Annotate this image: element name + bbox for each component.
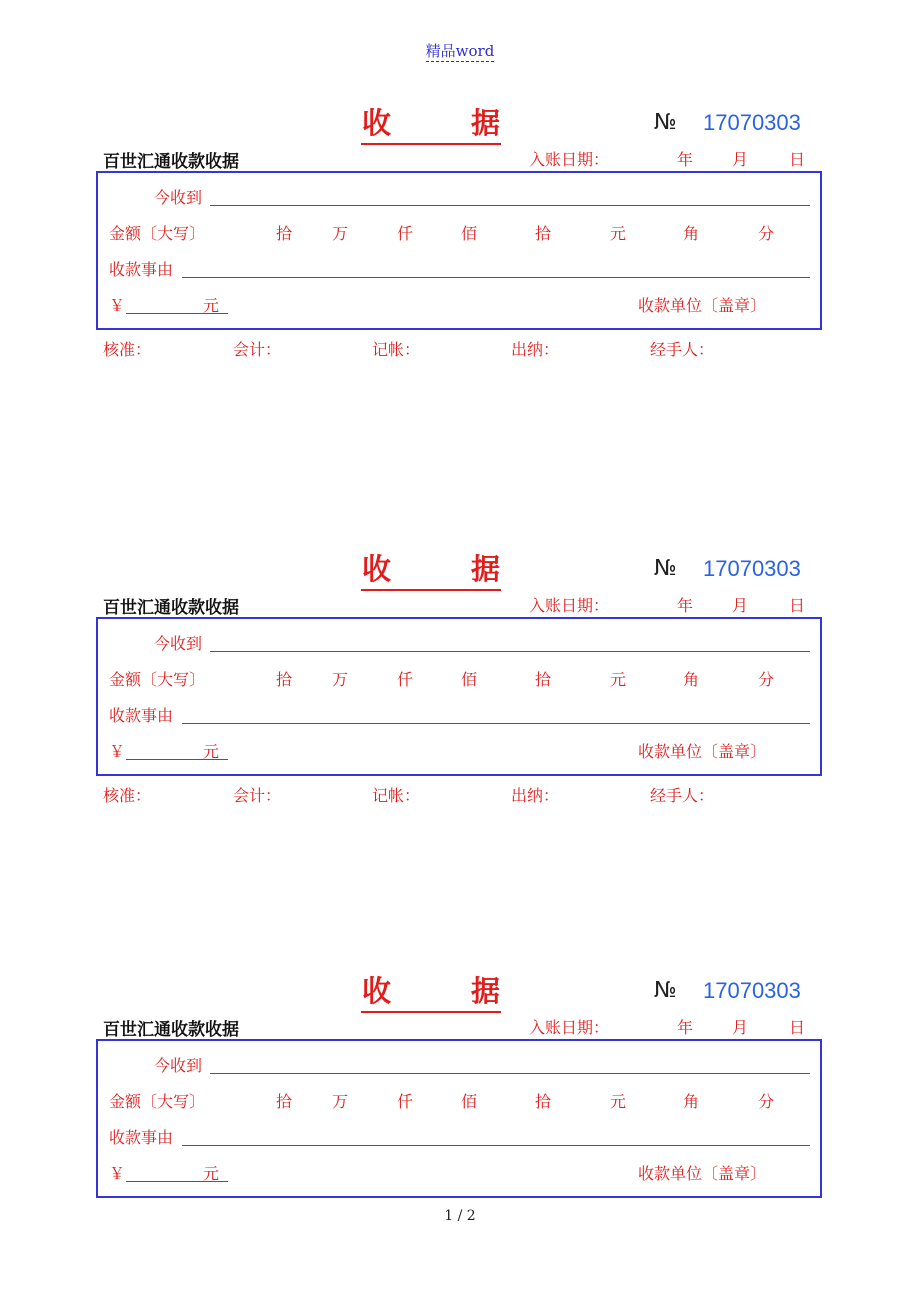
yen-sign: ￥ [109, 742, 126, 761]
title-char-right: 据 [470, 106, 500, 140]
sig-accountant: 会计： [233, 786, 282, 805]
unit-qian: 仟 [397, 670, 414, 689]
date-year: 年 [677, 150, 694, 169]
sig-bookkeeper: 记帐： [372, 786, 421, 805]
sig-cashier: 出纳： [511, 786, 560, 805]
date-year: 年 [677, 1018, 694, 1037]
unit-jiao: 角 [683, 670, 700, 689]
received-from-line[interactable] [210, 205, 810, 206]
unit-qian: 仟 [397, 224, 414, 243]
yen-sign: ￥ [109, 296, 126, 315]
sig-accountant: 会计： [233, 340, 282, 359]
unit-jiao: 角 [683, 224, 700, 243]
sig-handler: 经手人： [650, 340, 715, 359]
title-char-right: 据 [470, 552, 500, 586]
unit-jiao: 角 [683, 1092, 700, 1111]
reason-line[interactable] [182, 723, 810, 724]
number-sign: № [654, 110, 677, 135]
yuan-label: 元 [203, 742, 220, 761]
title-char-left: 收 [362, 974, 392, 1008]
amount-label: 金额〔大写〕 [109, 1092, 206, 1111]
sig-bookkeeper: 记帐： [372, 340, 421, 359]
received-from-label: 今收到 [154, 634, 203, 653]
reason-label: 收款事由 [109, 1128, 174, 1147]
date-year: 年 [677, 596, 694, 615]
stamp-label: 收款单位〔盖章〕 [638, 742, 767, 761]
date-month: 月 [732, 1018, 749, 1037]
received-from-label: 今收到 [154, 188, 203, 207]
sig-approve: 核准： [103, 340, 152, 359]
title-char-right: 据 [470, 974, 500, 1008]
sig-approve: 核准： [103, 786, 152, 805]
unit-shi-2: 拾 [535, 1092, 552, 1111]
unit-shi: 拾 [276, 670, 293, 689]
received-from-label: 今收到 [154, 1056, 203, 1075]
stamp-label: 收款单位〔盖章〕 [638, 1164, 767, 1183]
unit-yuan: 元 [610, 670, 627, 689]
date-label: 入账日期： [529, 1018, 610, 1037]
receipt-number: 17070303 [703, 978, 801, 1003]
received-from-line[interactable] [210, 1073, 810, 1074]
unit-shi-2: 拾 [535, 670, 552, 689]
unit-fen: 分 [758, 670, 775, 689]
receipt-number: 17070303 [703, 556, 801, 581]
date-month: 月 [732, 150, 749, 169]
unit-wan: 万 [332, 1092, 349, 1111]
unit-yuan: 元 [610, 1092, 627, 1111]
receipt-1 [0, 106, 920, 383]
company-name: 百世汇通收款收据 [103, 598, 239, 618]
date-label: 入账日期： [529, 596, 610, 615]
unit-bai: 佰 [461, 1092, 478, 1111]
unit-wan: 万 [332, 670, 349, 689]
reason-label: 收款事由 [109, 260, 174, 279]
date-day: 日 [789, 150, 806, 169]
date-label: 入账日期： [529, 150, 610, 169]
receipt-2 [0, 552, 920, 829]
unit-qian: 仟 [397, 1092, 414, 1111]
header-label: 精品word [425, 42, 495, 60]
company-name: 百世汇通收款收据 [103, 1020, 239, 1040]
unit-fen: 分 [758, 224, 775, 243]
sig-cashier: 出纳： [511, 340, 560, 359]
number-sign: № [654, 556, 677, 581]
receipt-box [96, 617, 822, 776]
unit-bai: 佰 [461, 670, 478, 689]
receipt-box [96, 1039, 822, 1198]
yuan-label: 元 [203, 296, 220, 315]
unit-shi: 拾 [276, 1092, 293, 1111]
yuan-label: 元 [203, 1164, 220, 1183]
reason-line[interactable] [182, 1145, 810, 1146]
receipt-box [96, 171, 822, 330]
date-day: 日 [789, 596, 806, 615]
amount-label: 金额〔大写〕 [109, 224, 206, 243]
amount-label: 金额〔大写〕 [109, 670, 206, 689]
receipt-title [361, 969, 501, 1013]
unit-bai: 佰 [461, 224, 478, 243]
reason-line[interactable] [182, 277, 810, 278]
sig-handler: 经手人： [650, 786, 715, 805]
page-number: 1 / 2 [444, 1208, 476, 1224]
unit-yuan: 元 [610, 224, 627, 243]
title-char-left: 收 [362, 552, 392, 586]
date-day: 日 [789, 1018, 806, 1037]
yen-sign: ￥ [109, 1164, 126, 1183]
company-name: 百世汇通收款收据 [103, 152, 239, 172]
receipt-title [361, 547, 501, 591]
unit-wan: 万 [332, 224, 349, 243]
unit-fen: 分 [758, 1092, 775, 1111]
number-sign: № [654, 978, 677, 1003]
date-month: 月 [732, 596, 749, 615]
reason-label: 收款事由 [109, 706, 174, 725]
unit-shi-2: 拾 [535, 224, 552, 243]
stamp-label: 收款单位〔盖章〕 [638, 296, 767, 315]
received-from-line[interactable] [210, 651, 810, 652]
receipt-number: 17070303 [703, 110, 801, 135]
receipt-title [361, 101, 501, 145]
page-header [0, 40, 920, 61]
unit-shi: 拾 [276, 224, 293, 243]
title-char-left: 收 [362, 106, 392, 140]
